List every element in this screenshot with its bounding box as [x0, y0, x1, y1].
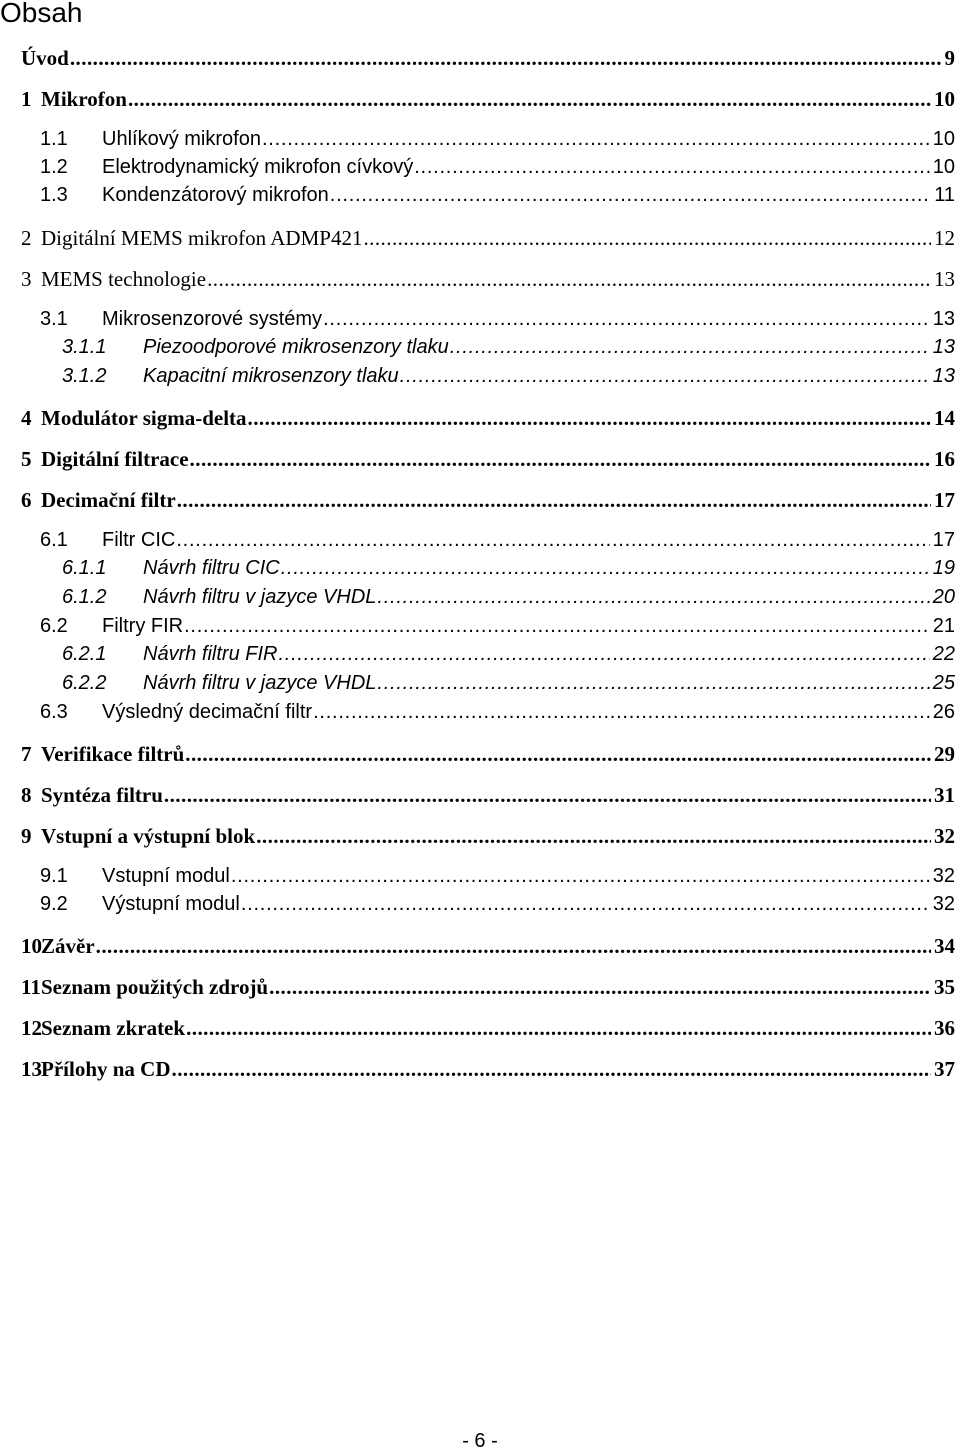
toc-entry-page: 17: [934, 488, 955, 512]
toc-entry-page: 11: [934, 184, 955, 206]
toc-entry-page: 13: [932, 308, 955, 330]
toc-entry-9-2[interactable]: [0, 893, 955, 921]
toc-entry-page: 26: [932, 701, 955, 723]
toc-entry-number: 1.2: [40, 156, 68, 178]
toc-entry-title: Návrh filtru CIC: [143, 557, 280, 579]
toc-entry-title: Decimační filtr: [41, 488, 176, 512]
toc-entry-page: 13: [932, 336, 955, 358]
toc-entry-title: Seznam zkratek: [41, 1016, 186, 1040]
toc-entry-page: 21: [932, 615, 955, 637]
toc-entry-number: 3: [21, 267, 32, 291]
toc-entry-5[interactable]: [0, 447, 955, 475]
toc-entry-page: 34: [934, 934, 955, 958]
toc-entry-title: Piezoodporové mikrosenzory tlaku: [143, 336, 449, 358]
toc-dot-leader: [128, 87, 931, 112]
toc-entry-6[interactable]: [0, 488, 955, 516]
toc-dot-leader: [241, 893, 930, 916]
toc-entry-title: Kondenzátorový mikrofon: [102, 184, 329, 206]
toc-dot-leader: [414, 156, 930, 179]
toc-dot-leader: [176, 529, 929, 552]
toc-entry-number: 6.1.2: [62, 586, 107, 608]
toc-entry-page: 29: [934, 742, 955, 766]
toc-entry-page: 19: [932, 557, 955, 579]
toc-entry-3-1[interactable]: [0, 308, 955, 336]
toc-entry-title: Mikrosenzorové systémy: [102, 308, 323, 330]
toc-entry-title: Výstupní modul: [102, 893, 240, 915]
toc-entry-title: Úvod: [21, 46, 69, 70]
toc-entry-page: 37: [934, 1057, 955, 1081]
toc-entry-page: 17: [932, 529, 955, 551]
toc-entry-title: Přílohy na CD: [41, 1057, 171, 1081]
toc-entry-1[interactable]: [0, 87, 955, 115]
toc-entry-page: 12: [934, 226, 955, 250]
toc-dot-leader: [186, 1016, 931, 1041]
toc-entry-number: 5: [21, 447, 32, 471]
toc-entry-6-2-1[interactable]: [0, 643, 955, 671]
toc-entry-6-1-2[interactable]: [0, 586, 955, 614]
toc-entry-9-1[interactable]: [0, 865, 955, 893]
toc-entry-page: 14: [934, 406, 955, 430]
toc-entry-13[interactable]: [0, 1057, 955, 1085]
toc-dot-leader: [330, 184, 931, 207]
page-number-footer: - 6 -: [462, 1430, 498, 1452]
toc-entry-1-1[interactable]: [0, 128, 955, 156]
toc-entry-number: 6.3: [40, 701, 68, 723]
toc-entry-6-1-1[interactable]: [0, 557, 955, 585]
toc-dot-leader: [184, 615, 930, 638]
toc-entry-number: 11: [21, 975, 41, 999]
toc-entry-number: 1: [21, 87, 32, 111]
toc-entry-title: Kapacitní mikrosenzory tlaku: [143, 365, 399, 387]
toc-entry-number: 7: [21, 742, 32, 766]
toc-dot-leader: [164, 783, 931, 808]
toc-dot-leader: [363, 226, 931, 251]
toc-dot-leader: [70, 46, 942, 71]
toc-entry-number: 10: [21, 934, 42, 958]
toc-entry-page: 20: [932, 586, 955, 608]
toc-entry-6-2-2[interactable]: [0, 672, 955, 700]
toc-entry-number: 6.2.2: [62, 672, 107, 694]
toc-entry-10[interactable]: [0, 934, 955, 962]
toc-entry-page: 32: [932, 865, 955, 887]
toc-entry-6-2[interactable]: [0, 615, 955, 643]
toc-dot-leader: [190, 447, 931, 472]
toc-entry-title: Filtr CIC: [102, 529, 176, 551]
toc-dot-leader: [256, 824, 931, 849]
toc-entry-number: 2: [21, 226, 32, 250]
toc-entry-page: 9: [944, 46, 955, 70]
toc-entry-3[interactable]: [0, 267, 955, 295]
toc-entry-page: 32: [932, 893, 955, 915]
toc-entry-title: Syntéza filtru: [41, 783, 163, 807]
toc-entry-2[interactable]: [0, 226, 955, 254]
toc-entry-title: Digitální MEMS mikrofon ADMP421: [41, 226, 363, 250]
toc-entry-title: Seznam použitých zdrojů: [41, 975, 269, 999]
toc-entry-title: Výsledný decimační filtr: [102, 701, 313, 723]
toc-dot-leader: [269, 975, 931, 1000]
toc-dot-leader: [96, 934, 931, 959]
toc-entry-page: 10: [932, 156, 955, 178]
toc-entry-page: 35: [934, 975, 955, 999]
toc-dot-leader: [400, 365, 930, 388]
toc-entry-number: 1.3: [40, 184, 68, 206]
toc-entry-11[interactable]: [0, 975, 955, 1003]
toc-entry-number: 3.1: [40, 308, 68, 330]
toc-entry-number: 3.1.2: [62, 365, 107, 387]
toc-entry-title: Závěr: [41, 934, 95, 958]
toc-entry-title: Digitální filtrace: [41, 447, 189, 471]
toc-entry-1-2[interactable]: [0, 156, 955, 184]
toc-entry-page: 31: [934, 783, 955, 807]
toc-entry-title: Vstupní a výstupní blok: [41, 824, 256, 848]
toc-entry-page: 13: [934, 267, 955, 291]
toc-entry-number: 6.1.1: [62, 557, 107, 579]
toc-entry-title: Mikrofon: [41, 87, 127, 111]
toc-entry-number: 13: [21, 1057, 42, 1081]
toc-entry-8[interactable]: [0, 783, 955, 811]
toc-dot-leader: [262, 128, 930, 151]
toc-entry-number: 9.2: [40, 893, 68, 915]
toc-entry-number: 4: [21, 406, 32, 430]
toc-entry-number: 6.2: [40, 615, 68, 637]
toc-entry-3-1-2[interactable]: [0, 365, 955, 393]
toc-entry-7[interactable]: [0, 742, 955, 770]
toc-entry-number: 9: [21, 824, 32, 848]
toc-entry-title: Návrh filtru FIR: [143, 643, 278, 665]
toc-entry-title: Elektrodynamický mikrofon cívkový: [102, 156, 414, 178]
toc-entry-page: 32: [934, 824, 955, 848]
toc-entry-page: 16: [934, 447, 955, 471]
toc-dot-leader: [281, 557, 930, 580]
toc-entry-6-1[interactable]: [0, 529, 955, 557]
toc-dot-leader: [450, 336, 930, 359]
toc-entry-number: 6.2.1: [62, 643, 107, 665]
toc-entry-page: 10: [932, 128, 955, 150]
toc-dot-leader: [248, 406, 931, 431]
toc-entry-page: 10: [934, 87, 955, 111]
toc-entry-number: 6: [21, 488, 32, 512]
toc-entry-number: 6.1: [40, 529, 68, 551]
toc-entry-page: 36: [934, 1016, 955, 1040]
toc-entry-number: 1.1: [40, 128, 68, 150]
toc-dot-leader: [278, 643, 929, 666]
toc-entry-title: MEMS technologie: [41, 267, 207, 291]
toc-entry-number: 12: [21, 1016, 42, 1040]
toc-dot-leader: [185, 742, 931, 767]
toc-dot-leader: [172, 1057, 931, 1082]
toc-dot-leader: [231, 865, 930, 888]
toc-dot-leader: [177, 488, 931, 513]
toc-entry-page: 13: [932, 365, 955, 387]
toc-dot-leader: [377, 586, 929, 609]
toc-entry-number: 9.1: [40, 865, 68, 887]
toc-entry-3-1-1[interactable]: [0, 336, 955, 364]
toc-entry-number: 3.1.1: [62, 336, 107, 358]
toc-dot-leader: [323, 308, 930, 331]
toc-entry-title: Verifikace filtrů: [41, 742, 185, 766]
toc-entry-9[interactable]: [0, 824, 955, 852]
toc-entry-title: Uhlíkový mikrofon: [102, 128, 261, 150]
toc-entry-4[interactable]: [0, 406, 955, 434]
toc-entry-12[interactable]: [0, 1016, 955, 1044]
toc-entry-page: 22: [932, 643, 955, 665]
toc-entry-page: 25: [932, 672, 955, 694]
toc-entry-title: Návrh filtru v jazyce VHDL: [143, 672, 377, 694]
toc-entry-1-3[interactable]: [0, 184, 955, 212]
toc-entry-title: Vstupní modul: [102, 865, 230, 887]
toc-entry-title: Filtry FIR: [102, 615, 184, 637]
toc-entry-number: 8: [21, 783, 32, 807]
toc-entry-title: Modulátor sigma-delta: [41, 406, 247, 430]
toc-entry-uvod[interactable]: [0, 46, 955, 74]
toc-dot-leader: [207, 267, 931, 292]
toc-dot-leader: [313, 701, 930, 724]
page-title: Obsah: [0, 0, 83, 28]
toc-entry-title: Návrh filtru v jazyce VHDL: [143, 586, 377, 608]
toc-dot-leader: [377, 672, 929, 695]
toc-entry-6-3[interactable]: [0, 701, 955, 729]
